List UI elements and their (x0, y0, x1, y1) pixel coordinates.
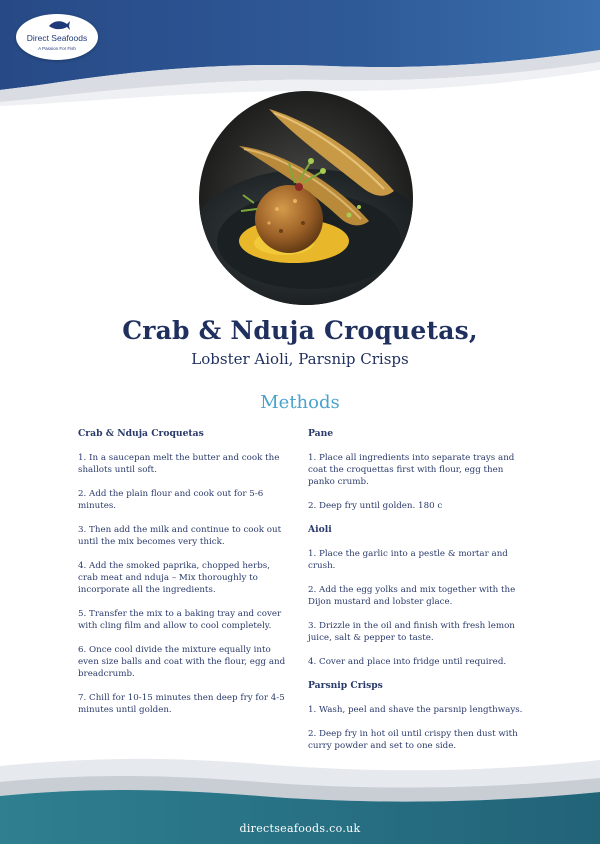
method-step: 3. Drizzle in the oil and finish with fresh lemon juice, salt & pepper to taste. (308, 621, 515, 643)
section-heading-pane: Pane (308, 428, 334, 439)
logo-tagline: A Passion For Fish (38, 46, 76, 51)
method-step: 1. Wash, peel and shave the parsnip lengthways. (308, 705, 523, 715)
method-step: 2. Deep fry until golden. 180 c (308, 501, 443, 511)
method-step: 1. Place the garlic into a pestle & mortar and crush. (308, 549, 508, 571)
recipe-subtitle: Lobster Aioli, Parsnip Crisps (191, 350, 409, 368)
recipe-title: Crab & Nduja Croquetas, (122, 316, 478, 345)
dish-photo (199, 91, 413, 305)
method-step: 4. Add the smoked paprika, chopped herbs, crab meat and nduja – Mix thoroughly to incorporate all the ingredients. (78, 561, 270, 595)
method-step: 6. Once cool divide the mixture equally into even size balls and coat with the flour, egg and breadcrumb. (78, 645, 286, 679)
website-link[interactable]: directseafoods.co.uk (239, 822, 361, 835)
method-step: 7. Chill for 10-15 minutes then deep fry for 4-5 minutes until golden. (78, 693, 285, 715)
method-step: 3. Then add the milk and continue to cook out until the mix becomes very thick. (78, 525, 282, 547)
method-column-right (308, 428, 528, 764)
section-heading-croquetas: Crab & Nduja Croquetas (78, 428, 204, 439)
method-step: 1. Place all ingredients into separate trays and coat the croquettas first with flour, egg then panko crumb. (308, 453, 515, 487)
methods-heading: Methods (260, 392, 340, 413)
logo-name: Direct Seafoods (26, 33, 88, 43)
brand-logo[interactable] (16, 14, 98, 60)
method-step: 2. Deep fry in hot oil until crispy then dust with curry powder and set to one side. (308, 729, 518, 751)
fish-icon (48, 19, 70, 31)
section-heading-parsnip-crisps: Parsnip Crisps (308, 680, 383, 691)
method-step: 2. Add the plain flour and cook out for 5-6 minutes. (78, 489, 264, 511)
method-step: 1. In a saucepan melt the butter and cook the shallots until soft. (78, 453, 280, 475)
method-step: 5. Transfer the mix to a baking tray and cover with cling film and allow to cool completely. (78, 609, 282, 631)
method-step: 2. Add the egg yolks and mix together with the Dijon mustard and lobster glace. (308, 585, 516, 607)
method-column-left (78, 428, 290, 728)
method-step: 4. Cover and place into fridge until required. (308, 657, 507, 667)
section-heading-aioli: Aioli (308, 524, 332, 535)
